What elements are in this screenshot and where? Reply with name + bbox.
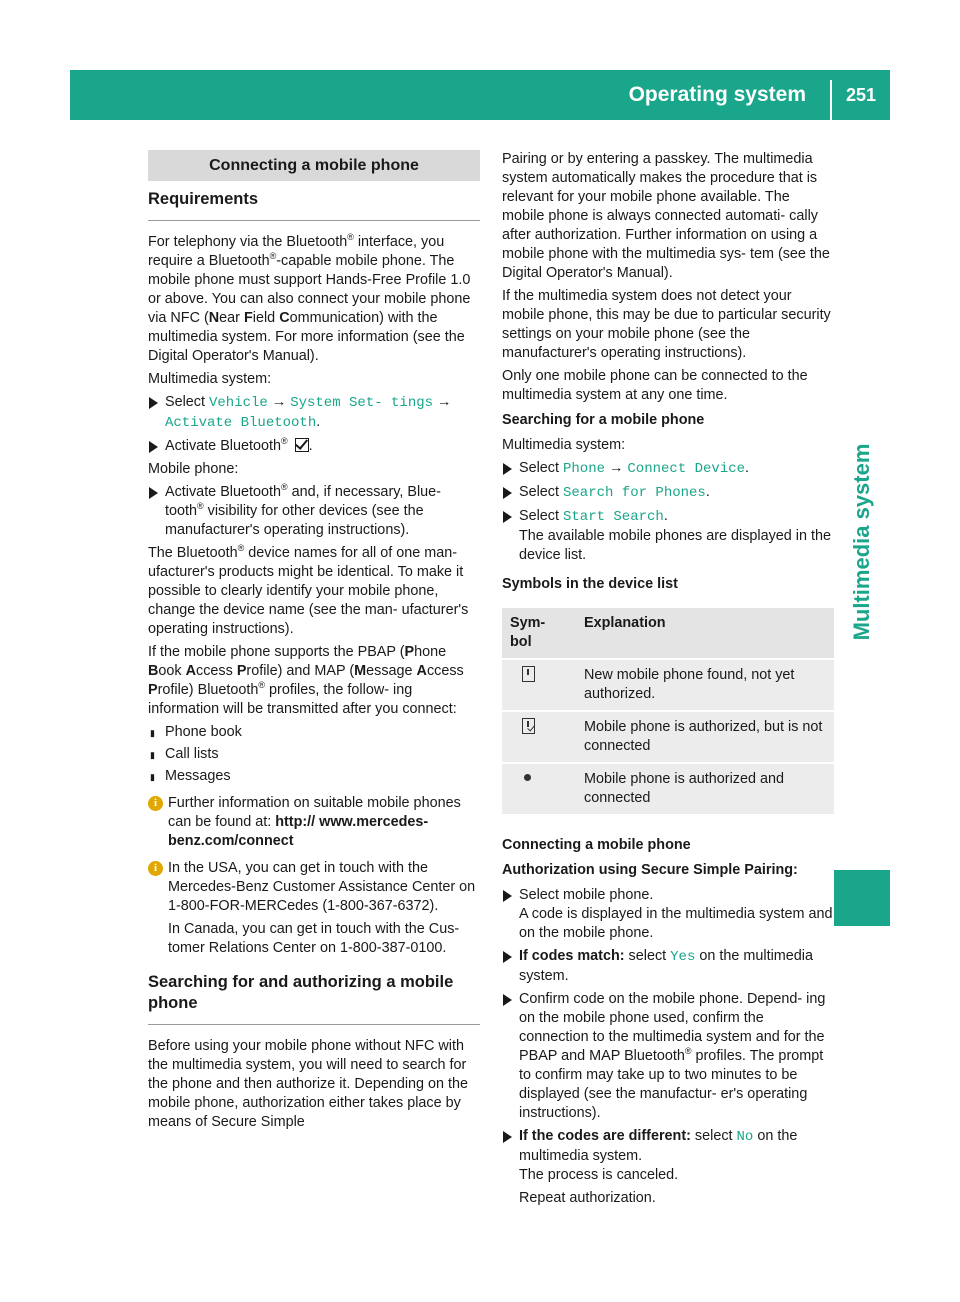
- menu-start-search[interactable]: Start Search: [563, 509, 664, 525]
- menu-system-settings[interactable]: System Set- tings: [290, 395, 434, 411]
- menu-phone[interactable]: Phone: [563, 461, 606, 477]
- table-header-row: [502, 608, 834, 659]
- pairing-paragraph: Pairing or by entering a passkey. The multimedia system automatically makes the procedure that is relevant for your mobile phone available. The mobile phone is always connected automati- cally after authorization. Further information on using a mobile phone with the multimedia sys- tem (see the Digital Operator's Manual).: [502, 151, 830, 281]
- mobile-phone-icon: [522, 666, 535, 682]
- header-title: Operating system: [628, 83, 806, 106]
- side-tab-marker: [834, 870, 890, 926]
- table-cell-explanation: New mobile phone found, not yet authorized.: [576, 659, 834, 711]
- step-codes-different: If the codes are different: select No on the multimedia system. The process is canceled. Repeat authorization.: [502, 1127, 834, 1208]
- symbols-table: [502, 608, 834, 814]
- multimedia-label: Multimedia system:: [148, 371, 272, 387]
- right-column: [502, 150, 834, 1212]
- table-row: [502, 659, 834, 711]
- step-activate-phone-bluetooth: Activate Bluetooth® and, if necessary, Blue- tooth® visibility for other devices (see the manufacturer's operating instructions).: [148, 483, 480, 540]
- multimedia-label: Multimedia system:: [502, 437, 626, 453]
- section-heading: Connecting a mobile phone: [148, 150, 480, 181]
- requirements-heading: Requirements: [148, 190, 259, 208]
- checkbox-checked-icon: [295, 438, 309, 452]
- info-icon: i: [148, 861, 163, 876]
- table-row: [502, 763, 834, 814]
- step-select-vehicle: Select Vehicle → System Set- tings → Activate Bluetooth.: [148, 393, 480, 433]
- menu-vehicle[interactable]: Vehicle: [209, 395, 268, 411]
- info-icon: i: [148, 796, 163, 811]
- one-phone-paragraph: Only one mobile phone can be connected to the multimedia system at any one time.: [502, 368, 808, 403]
- connecting-heading: Connecting a mobile phone: [502, 837, 691, 853]
- left-column: [148, 150, 480, 1136]
- requirements-paragraph: For telephony via the Bluetooth® interface, you require a Bluetooth®-capable mobile phone. The mobile phone must support Hands-Free Profile 1.0 or above. You can also connect your mobile phone via NFC (Near Field Communication) with the multimedia system. For more information (see the Digital Operator's Manual).: [148, 232, 471, 364]
- page-header-bar: [70, 70, 890, 120]
- before-using-paragraph: Before using your mobile phone without NFC with the multimedia system, you will need to search for the phone and then authorize it. Depending on the mobile phone, authorization either takes place by means of Secure Simple: [148, 1038, 469, 1130]
- menu-connect-device[interactable]: Connect Device: [627, 461, 746, 477]
- table-cell-explanation: Mobile phone is authorized and connected: [576, 763, 834, 814]
- menu-activate-bluetooth[interactable]: Activate Bluetooth: [165, 415, 317, 431]
- step-confirm-code: Confirm code on the mobile phone. Depend- ing on the mobile phone used, confirm the connection to the multimedia system and for the PBAP and MAP Bluetooth® profiles. The prompt to confirm may take up to two minutes to be displayed (see the manufactur- er's operating instructions).: [502, 990, 834, 1123]
- step-start-search: Select Start Search. The available mobile phones are displayed in the device list.: [502, 507, 834, 565]
- mobile-phone-authorized-icon: [522, 718, 535, 734]
- detect-paragraph: If the multimedia system does not detect your mobile phone, this may be due to particular security settings on your mobile phone (see the manufacturer's operating instructions).: [502, 288, 831, 361]
- step-search-phones: Select Search for Phones.: [502, 483, 834, 503]
- search-authorize-heading: Searching for and authorizing a mobile phone: [148, 973, 454, 1012]
- step-select-phone: Select Phone → Connect Device.: [502, 459, 834, 479]
- column-header-explanation: Explanation: [576, 608, 834, 659]
- heading-rule: [148, 1024, 480, 1025]
- menu-search-for-phones[interactable]: Search for Phones: [563, 485, 706, 501]
- device-names-paragraph: The Bluetooth® device names for all of one man- ufacturer's products might be identical. To make it possible to clearly identify your mobile phone, change the device name (see the man- ufacturer's operating instructions).: [148, 543, 469, 637]
- mobile-phone-label: Mobile phone:: [148, 461, 239, 477]
- info-note-phones: i Further information on suitable mobile phones can be found at: http:// www.mercedes-benz.com/connect: [148, 794, 480, 851]
- symbols-heading: Symbols in the device list: [502, 576, 678, 592]
- page-number: 251: [845, 85, 877, 105]
- searching-heading: Searching for a mobile phone: [502, 412, 705, 428]
- step-codes-match: If codes match: select Yes on the multimedia system.: [502, 947, 834, 986]
- step-activate-bluetooth: Activate Bluetooth® .: [148, 437, 480, 456]
- info-note-contact: i In the USA, you can get in touch with the Mercedes-Benz Customer Assistance Center on 1-800-FOR-MERCedes (1-800-367-6372). In Canada, you can get in touch with the Cus- tomer Relations Center on 1-800-387-0100.: [148, 859, 480, 958]
- side-tab: [834, 392, 890, 692]
- bullet-phone-book: ▮ Phone book: [148, 723, 480, 742]
- connected-dot-icon: [524, 774, 531, 781]
- heading-rule: [148, 220, 480, 221]
- pbap-paragraph: If the mobile phone supports the PBAP (Phone Book Access Profile) and MAP (Message Access Profile) Bluetooth® profiles, the follow- ing information will be transmitted after you connect:: [148, 644, 464, 717]
- table-cell-explanation: Mobile phone is authorized, but is not connected: [576, 711, 834, 763]
- connect-url[interactable]: http:// www.mercedes-benz.com/connect: [168, 814, 429, 849]
- option-yes[interactable]: Yes: [670, 949, 696, 965]
- bullet-messages: ▮ Messages: [148, 767, 480, 786]
- auth-heading: Authorization using Secure Simple Pairing:: [502, 862, 798, 878]
- column-header-symbol: Sym- bol: [502, 608, 576, 659]
- side-tab-label: Multimedia system: [849, 443, 874, 641]
- bullet-call-lists: ▮ Call lists: [148, 745, 480, 764]
- option-no[interactable]: No: [736, 1129, 754, 1145]
- table-row: [502, 711, 834, 763]
- step-select-mobile-phone: Select mobile phone. A code is displayed in the multimedia system and on the mobile phone.: [502, 886, 834, 943]
